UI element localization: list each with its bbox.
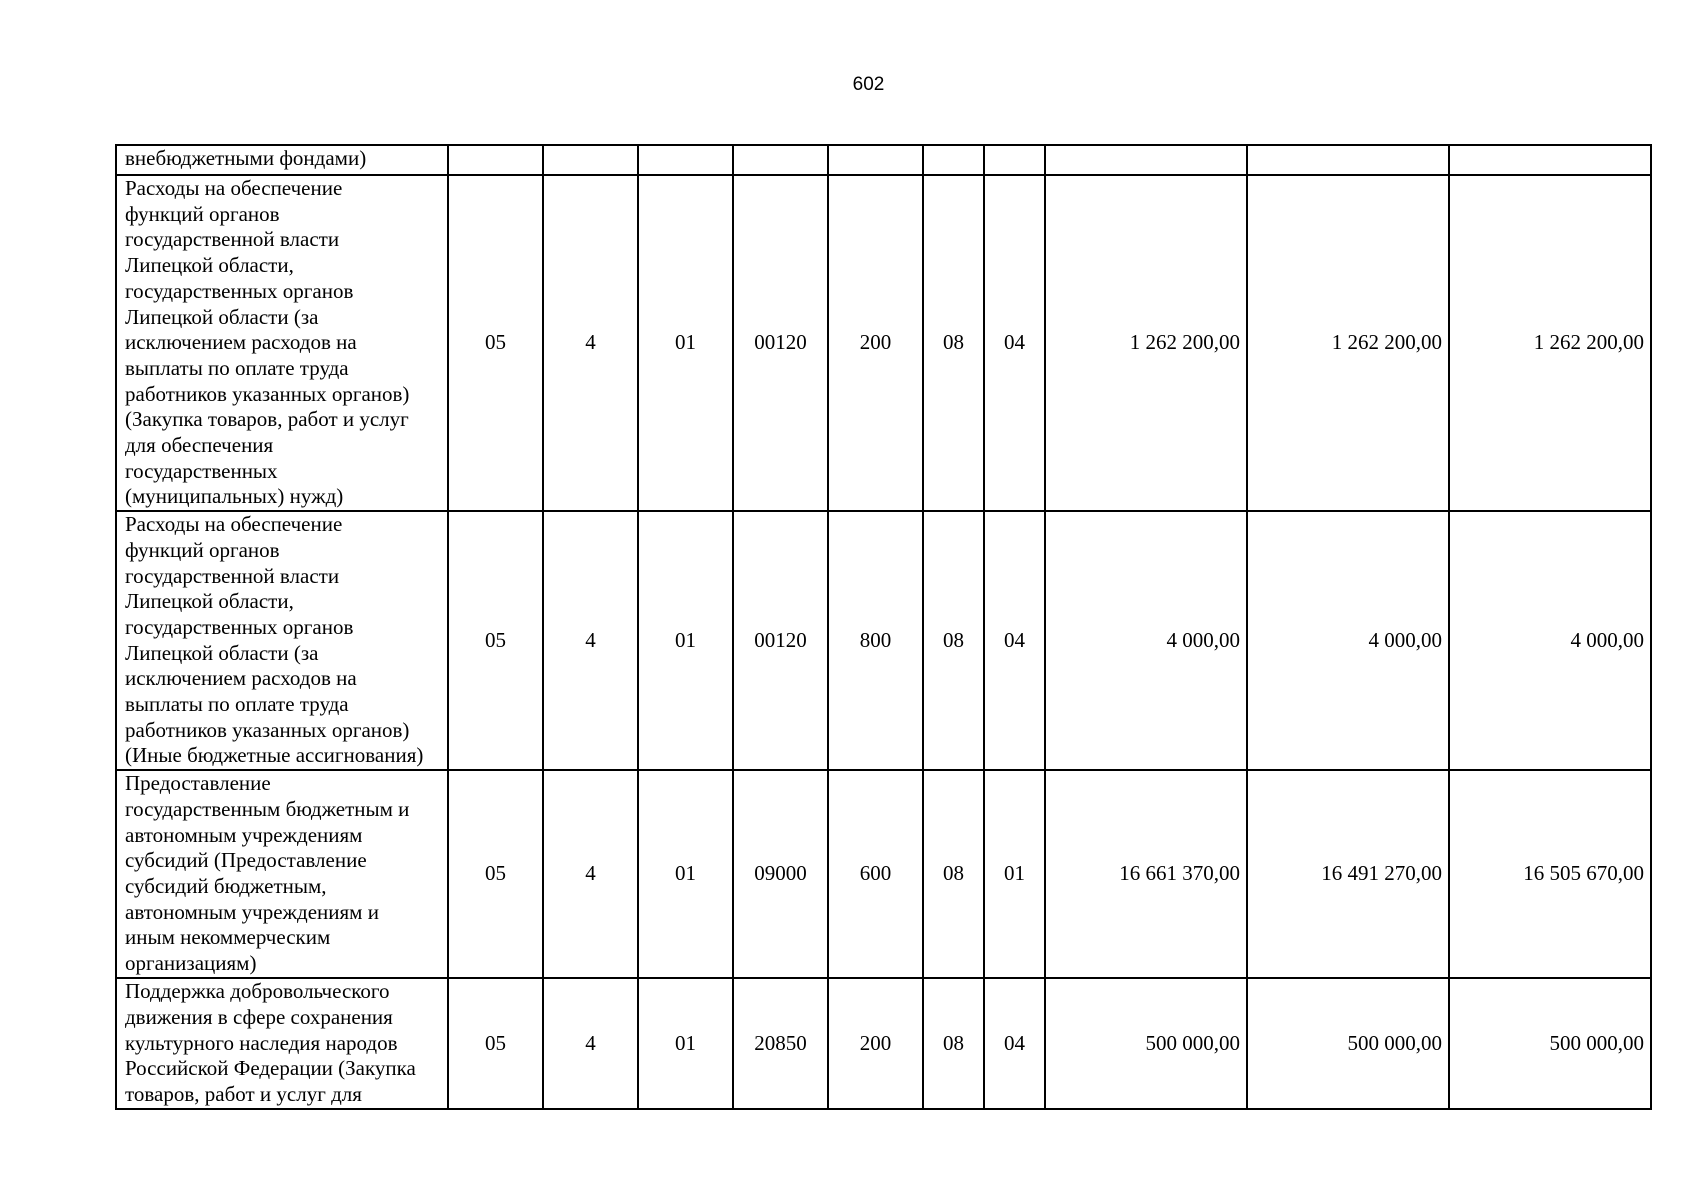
table-row [116, 175, 1651, 511]
code-cell: 20850 [733, 978, 828, 1109]
row-description: Поддержка добровольческого движения в сфере сохранения культурного наследия народов Российской Федерации (Закупка товаров, работ и услуг для [116, 978, 448, 1109]
table-row [116, 511, 1651, 770]
amount-cell: 1 262 200,00 [1045, 175, 1247, 511]
code-cell: 4 [543, 770, 638, 978]
code-cell: 01 [984, 770, 1045, 978]
amount-cell: 16 505 670,00 [1449, 770, 1651, 978]
amount-cell: 4 000,00 [1449, 511, 1651, 770]
row-description: Расходы на обеспечение функций органов государственной власти Липецкой области, государственных органов Липецкой области (за исключением расходов на выплаты по оплате труда работников указанных органов) (Закупка товаров, работ и услуг для обеспечения государственных (муниципальных) нужд) [116, 175, 448, 511]
amount-cell: 500 000,00 [1045, 978, 1247, 1109]
amount-cell [1045, 145, 1247, 175]
amount-cell [1449, 145, 1651, 175]
code-cell: 4 [543, 175, 638, 511]
code-cell: 01 [638, 175, 733, 511]
amount-cell: 4 000,00 [1247, 511, 1449, 770]
table-row [116, 770, 1651, 978]
code-cell [923, 145, 984, 175]
code-cell: 00120 [733, 511, 828, 770]
code-cell: 04 [984, 978, 1045, 1109]
amount-cell: 16 491 270,00 [1247, 770, 1449, 978]
code-cell: 05 [448, 511, 543, 770]
code-cell [448, 145, 543, 175]
row-description: Расходы на обеспечение функций органов государственной власти Липецкой области, государственных органов Липецкой области (за исключением расходов на выплаты по оплате труда работников указанных органов) (Иные бюджетные ассигнования) [116, 511, 448, 770]
code-cell: 08 [923, 175, 984, 511]
code-cell: 01 [638, 770, 733, 978]
code-cell [984, 145, 1045, 175]
code-cell: 01 [638, 511, 733, 770]
code-cell: 08 [923, 770, 984, 978]
code-cell: 200 [828, 978, 923, 1109]
budget-table [115, 144, 1652, 1110]
amount-cell: 16 661 370,00 [1045, 770, 1247, 978]
code-cell [543, 145, 638, 175]
code-cell: 08 [923, 511, 984, 770]
amount-cell: 500 000,00 [1449, 978, 1651, 1109]
code-cell: 600 [828, 770, 923, 978]
code-cell: 4 [543, 978, 638, 1109]
row-description: Предоставление государственным бюджетным и автономным учреждениям субсидий (Предоставление субсидий бюджетным, автономным учреждениям и иным некоммерческим организациям) [116, 770, 448, 978]
table-row [116, 145, 1651, 175]
code-cell [638, 145, 733, 175]
code-cell: 00120 [733, 175, 828, 511]
code-cell: 08 [923, 978, 984, 1109]
code-cell: 04 [984, 511, 1045, 770]
page-number: 602 [852, 74, 885, 95]
amount-cell: 1 262 200,00 [1449, 175, 1651, 511]
table-row [116, 978, 1651, 1109]
code-cell: 800 [828, 511, 923, 770]
code-cell: 200 [828, 175, 923, 511]
code-cell: 04 [984, 175, 1045, 511]
amount-cell: 500 000,00 [1247, 978, 1449, 1109]
code-cell: 09000 [733, 770, 828, 978]
code-cell: 05 [448, 978, 543, 1109]
amount-cell: 1 262 200,00 [1247, 175, 1449, 511]
code-cell: 05 [448, 175, 543, 511]
amount-cell [1247, 145, 1449, 175]
amount-cell: 4 000,00 [1045, 511, 1247, 770]
code-cell: 4 [543, 511, 638, 770]
code-cell: 05 [448, 770, 543, 978]
code-cell [733, 145, 828, 175]
row-description: внебюджетными фондами) [116, 145, 448, 175]
code-cell: 01 [638, 978, 733, 1109]
code-cell [828, 145, 923, 175]
